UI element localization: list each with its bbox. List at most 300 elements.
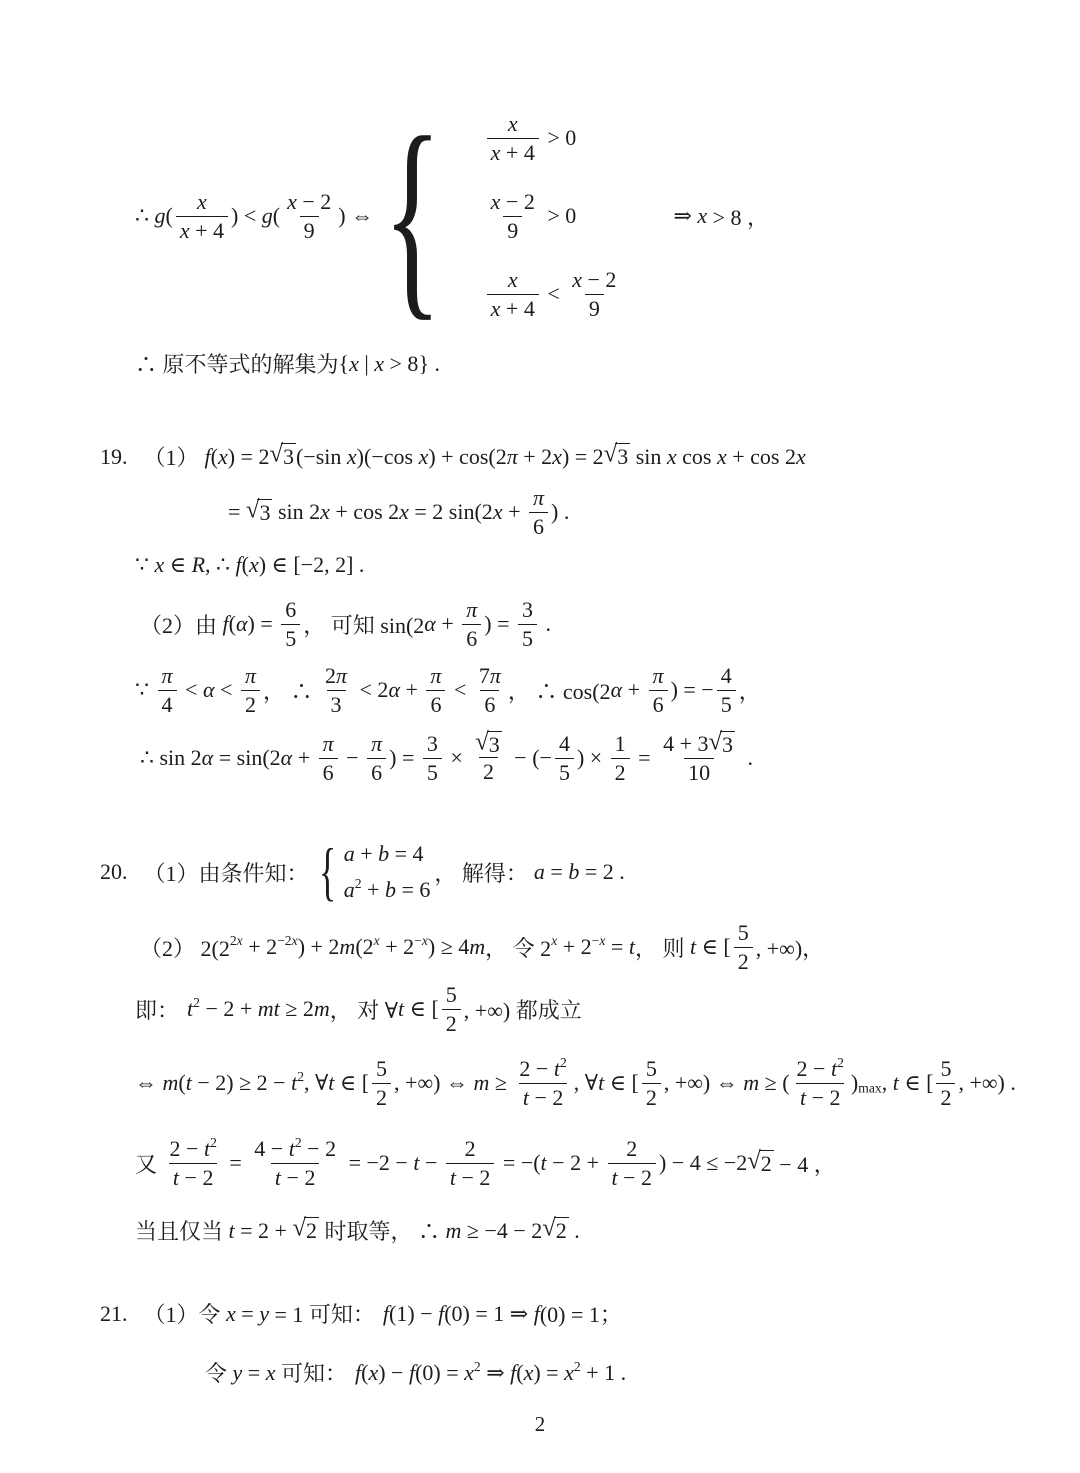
case-system xyxy=(382,91,624,339)
math-text: π xyxy=(506,443,518,469)
fraction xyxy=(372,1055,391,1111)
math-text: 2 xyxy=(760,1150,772,1176)
prob20-part2-substitute xyxy=(140,919,1080,975)
math-text: π xyxy=(335,663,348,688)
superscript xyxy=(551,933,557,949)
radical-sign-icon: √ xyxy=(708,728,723,756)
math-text: x xyxy=(564,1359,574,1385)
superscript xyxy=(560,1054,567,1071)
math-text: 5 xyxy=(376,1056,388,1081)
fraction xyxy=(487,266,539,322)
numerator xyxy=(283,188,335,216)
denominator xyxy=(372,1083,391,1112)
math-text: 当且仅当 xyxy=(135,1219,229,1244)
math-text: − 2) ≥ 2 − xyxy=(191,1070,292,1095)
denominator xyxy=(734,947,753,976)
math-text: 5 xyxy=(645,1056,657,1081)
math-text: 2 xyxy=(473,1358,481,1374)
fraction xyxy=(608,1135,657,1191)
denominator xyxy=(608,1163,657,1192)
math-text: > 8 xyxy=(384,350,419,376)
math-text: 2 xyxy=(464,1136,476,1161)
math-text: b xyxy=(378,841,390,866)
denominator xyxy=(327,690,346,719)
math-text: π xyxy=(466,597,478,622)
numerator xyxy=(622,1135,641,1163)
math-text: t xyxy=(228,1217,235,1243)
math-text: − 2 + xyxy=(546,1150,605,1175)
math-text: 4 xyxy=(558,731,570,756)
numerator xyxy=(936,1055,955,1083)
numerator xyxy=(321,662,351,690)
math-text: t xyxy=(274,1164,282,1190)
math-text: ( xyxy=(361,1359,369,1385)
math-text: 2 xyxy=(626,1136,638,1161)
case-row xyxy=(484,110,577,166)
math-text: π xyxy=(244,663,256,688)
math-text: = xyxy=(605,934,629,959)
math-text: + cos 2 xyxy=(726,443,796,469)
denominator xyxy=(518,624,537,653)
math-text: ) = 2 xyxy=(561,443,604,469)
math-text: t xyxy=(830,1056,838,1081)
math-text: x xyxy=(464,1359,474,1385)
denominator xyxy=(519,1083,568,1112)
math-text: (0) = 1； xyxy=(539,1302,622,1327)
denominator xyxy=(555,758,574,787)
math-text: 令 xyxy=(205,1361,233,1386)
superscript xyxy=(193,995,200,1011)
math-text: , +∞) ⇔ xyxy=(663,1070,744,1095)
math-text: . xyxy=(540,611,552,636)
math-text: = 2 . xyxy=(579,859,625,884)
math-text: t xyxy=(413,1150,420,1175)
math-text: f xyxy=(382,1300,390,1326)
math-text: 6 xyxy=(484,691,496,717)
fraction xyxy=(717,662,736,718)
prob19-part1-range xyxy=(135,552,1080,578)
math-text: ∵ xyxy=(135,552,155,577)
fraction xyxy=(446,1135,495,1191)
math-text: t xyxy=(689,934,697,959)
math-text: ) + 2 xyxy=(297,934,340,959)
math-text: 9 xyxy=(303,217,315,243)
math-text: − 2 xyxy=(582,267,617,292)
math-text: + 2 xyxy=(517,443,553,469)
math-text: x xyxy=(666,443,677,469)
math-text: t xyxy=(291,1070,298,1095)
math-text: = −2 − xyxy=(343,1150,414,1175)
fraction xyxy=(487,188,539,244)
math-text: − 2 xyxy=(500,189,535,214)
math-text: = 1 可知： xyxy=(268,1302,375,1327)
math-text: 2 − xyxy=(519,1056,554,1081)
math-text: t xyxy=(398,996,405,1021)
math-text: + xyxy=(622,677,646,702)
math-text: − (− xyxy=(508,745,552,770)
math-text: 3 xyxy=(330,691,342,717)
math-text: + xyxy=(502,499,526,524)
denominator xyxy=(300,216,319,245)
math-text: x xyxy=(374,350,385,376)
math-text: π xyxy=(652,663,664,688)
math-text: π xyxy=(161,663,173,688)
math-text: ) ∈ [−2, 2] . xyxy=(258,552,365,577)
math-text: x xyxy=(399,499,409,524)
fraction xyxy=(475,662,505,718)
math-text: 2 xyxy=(244,691,256,717)
fraction xyxy=(649,662,668,718)
math-text: = xyxy=(242,1359,266,1385)
math-text: 4 − xyxy=(254,1136,289,1161)
math-text: + xyxy=(400,677,424,702)
math-text: ≥ ( xyxy=(759,1070,790,1095)
denominator xyxy=(319,758,338,787)
page-footer xyxy=(0,1412,1080,1437)
radical-sign-icon: √ xyxy=(269,440,283,468)
math-text: x xyxy=(697,203,708,228)
math-text: 19. xyxy=(100,443,128,469)
math-text: = 6 xyxy=(395,877,431,902)
math-text: 3 xyxy=(722,731,734,757)
math-text: 2 xyxy=(837,1055,844,1071)
math-text: 5 xyxy=(426,759,438,785)
math-text: = 2 + xyxy=(234,1217,293,1243)
math-text: x xyxy=(421,932,428,948)
denominator xyxy=(169,1163,218,1192)
numerator xyxy=(462,596,481,624)
math-text: 5 xyxy=(720,691,732,717)
math-text: ) ⇔ xyxy=(338,203,379,228)
subscript xyxy=(858,1080,881,1096)
fraction xyxy=(283,188,335,244)
denominator xyxy=(796,1083,845,1112)
math-text: x xyxy=(716,443,727,469)
math-text: 6 xyxy=(322,759,334,785)
numerator xyxy=(649,662,668,690)
math-text: ， 对 ∀ xyxy=(329,997,399,1023)
fraction xyxy=(426,662,445,718)
math-text: 时取等， ∴ xyxy=(318,1219,446,1244)
math-text: + xyxy=(354,841,379,866)
math-text: + 4 xyxy=(500,139,535,165)
superscript xyxy=(295,1134,302,1151)
math-text: = 4 xyxy=(389,841,424,866)
math-text: α xyxy=(424,611,436,636)
math-text: ≥ 2 xyxy=(279,996,314,1021)
math-text: 5 xyxy=(558,759,570,785)
math-text: 可知： xyxy=(275,1361,347,1386)
math-text: ) − xyxy=(378,1359,409,1385)
math-text: − 2 xyxy=(528,1084,564,1110)
math-text: ≥ xyxy=(489,1070,513,1095)
math-text: 2 − xyxy=(169,1136,204,1161)
math-text: 2 xyxy=(559,1055,567,1071)
math-text: 2 xyxy=(737,948,749,974)
math-text: = xyxy=(223,1150,248,1175)
math-text: π xyxy=(430,663,442,688)
fraction xyxy=(515,1055,570,1111)
math-text: ( xyxy=(228,611,236,636)
numerator xyxy=(442,981,461,1009)
math-text: t xyxy=(553,1056,560,1081)
denominator xyxy=(487,294,539,323)
math-text: x xyxy=(154,552,165,577)
radical xyxy=(475,728,502,757)
denominator xyxy=(585,294,604,323)
math-text: } . xyxy=(418,350,440,376)
fraction xyxy=(158,662,177,718)
prob18-system xyxy=(135,91,1080,339)
math-text: 6 xyxy=(371,759,383,785)
math-text: = xyxy=(544,859,569,884)
radical xyxy=(542,1214,569,1244)
math-text: ( xyxy=(241,552,249,577)
fraction xyxy=(487,110,539,166)
math-text: x xyxy=(507,111,518,136)
math-text: g xyxy=(261,203,273,228)
math-text: , +∞) 都成立 xyxy=(463,997,582,1023)
math-text: f xyxy=(235,552,242,577)
math-text: α xyxy=(201,745,214,770)
math-text: ) = 2 xyxy=(227,443,270,469)
fraction xyxy=(250,1135,340,1191)
math-text: 2 xyxy=(573,1358,581,1374)
math-text: ) = xyxy=(247,611,279,636)
math-text: 3 xyxy=(259,499,271,525)
fraction xyxy=(734,919,753,975)
math-text: m xyxy=(473,1070,490,1095)
superscript xyxy=(210,1134,217,1151)
math-text: x xyxy=(291,932,298,948)
math-text: ， 则 xyxy=(634,935,690,961)
math-text: x xyxy=(349,350,359,376)
math-text: t xyxy=(892,1070,899,1095)
radical xyxy=(245,496,273,525)
math-text: 6 xyxy=(652,691,664,717)
numerator xyxy=(281,596,300,624)
math-text: t xyxy=(172,1164,180,1190)
math-text: < xyxy=(179,677,203,702)
left-brace-icon: { xyxy=(318,835,336,908)
math-text: ， 解得： xyxy=(434,860,528,886)
numerator xyxy=(241,662,260,690)
math-text: 6 xyxy=(285,597,297,622)
math-text: . xyxy=(742,745,754,770)
math-text: x xyxy=(599,932,606,948)
math-text: 5 xyxy=(522,625,534,651)
math-text: f xyxy=(438,1300,445,1326)
math-text: 2 xyxy=(294,1135,302,1151)
numerator xyxy=(319,730,338,758)
math-text: ) = xyxy=(533,1359,565,1385)
numerator xyxy=(193,188,211,216)
math-text: ) xyxy=(850,1070,859,1095)
numerator xyxy=(717,662,736,690)
math-text: （1）由条件知： xyxy=(143,860,309,886)
math-text: sin xyxy=(630,443,667,469)
math-text: b xyxy=(568,859,580,884)
math-text: 2 xyxy=(210,1135,217,1151)
math-text: ， xyxy=(738,678,761,704)
math-text: + xyxy=(435,611,460,636)
denominator xyxy=(529,512,548,541)
math-text: t xyxy=(328,1070,335,1095)
radical-sign-icon: √ xyxy=(542,1214,556,1242)
math-text: sin 2 xyxy=(272,499,321,524)
math-text: 2 xyxy=(305,1218,317,1244)
math-text: m xyxy=(313,996,330,1021)
case-row xyxy=(344,841,424,867)
denominator xyxy=(487,138,539,167)
math-text: x xyxy=(265,1359,276,1385)
math-text: 2 xyxy=(555,1218,567,1244)
radical-sign-icon: √ xyxy=(603,440,618,468)
math-text: ⇒ xyxy=(480,1359,511,1385)
fraction xyxy=(611,730,630,786)
math-text: + 4 xyxy=(500,295,535,321)
math-text: α xyxy=(610,677,623,702)
math-text: t xyxy=(799,1084,807,1110)
denominator xyxy=(176,216,228,245)
numerator xyxy=(659,730,739,758)
math-text: x xyxy=(320,499,330,524)
math-text: 3 xyxy=(522,597,534,622)
math-text: 5 xyxy=(285,625,297,651)
math-text: ) = xyxy=(484,611,516,636)
math-text: 7 xyxy=(478,663,490,688)
math-text: 2 xyxy=(940,1084,952,1110)
prob20-part1 xyxy=(100,835,1080,908)
math-text: = −( xyxy=(497,1150,541,1175)
superscript xyxy=(355,876,362,892)
math-text: a xyxy=(343,877,355,902)
math-text: ∴ xyxy=(135,203,155,228)
math-text: m xyxy=(469,934,486,959)
math-text: 6 xyxy=(533,513,545,539)
math-text: − xyxy=(591,932,600,948)
denominator xyxy=(423,758,442,787)
denominator xyxy=(462,624,481,653)
math-text: 又 xyxy=(135,1151,163,1177)
math-text: max xyxy=(858,1080,882,1096)
case-rows xyxy=(344,841,431,903)
math-text: x xyxy=(179,217,190,243)
math-text: = xyxy=(632,745,657,770)
math-text: α xyxy=(202,677,215,702)
math-text: 20. xyxy=(100,859,128,884)
math-text: , +∞) ⇔ xyxy=(394,1070,474,1095)
math-text: α xyxy=(388,677,400,702)
math-text: 2 xyxy=(483,758,495,784)
numerator xyxy=(611,730,630,758)
math-text: f xyxy=(204,443,211,469)
fraction xyxy=(529,484,548,540)
math-text: ) = xyxy=(389,745,420,770)
math-text: x xyxy=(795,443,806,469)
math-text: m xyxy=(743,1070,760,1095)
fraction xyxy=(423,730,442,786)
math-text: ∈ [ xyxy=(898,1070,934,1095)
math-text: , ∴ xyxy=(205,552,236,577)
math-text: 4 + 3 xyxy=(663,731,709,756)
math-text: t xyxy=(628,934,635,959)
denominator xyxy=(241,690,260,719)
math-text: t xyxy=(449,1164,456,1190)
math-text: 2 xyxy=(645,1084,657,1110)
numerator xyxy=(166,1135,221,1163)
math-text: ∈ xyxy=(164,552,192,577)
math-text: m xyxy=(339,934,356,959)
fraction xyxy=(367,730,386,786)
math-text: x xyxy=(248,552,259,577)
math-text: ) − 4 ≤ −2 xyxy=(659,1150,748,1175)
math-text: − 2 xyxy=(179,1164,214,1190)
math-text: x xyxy=(418,443,429,469)
math-text: > 0 xyxy=(541,203,577,228)
case-row xyxy=(484,266,624,322)
math-text: (1) − xyxy=(389,1300,439,1326)
math-text: π xyxy=(322,731,334,756)
radical-sign-icon: √ xyxy=(747,1147,761,1175)
numerator xyxy=(367,730,386,758)
math-text: f xyxy=(408,1359,416,1385)
math-text: + 1 . xyxy=(580,1359,627,1385)
math-text: 3 xyxy=(282,444,294,470)
math-text: ) × xyxy=(576,745,608,770)
radical xyxy=(269,440,296,470)
math-text: x xyxy=(368,1359,379,1385)
math-text: f xyxy=(533,1300,540,1326)
superscript xyxy=(374,933,380,949)
math-text: ∴ sin 2 xyxy=(140,745,202,770)
prob20-part2-conclusion xyxy=(135,1215,1080,1246)
radical xyxy=(603,440,631,470)
prob21-part1-line1 xyxy=(100,1298,1080,1329)
math-text: ∈ [ xyxy=(334,1070,370,1095)
math-text: t xyxy=(187,996,194,1021)
math-text: )(−cos xyxy=(356,443,419,469)
math-text: , ∀ xyxy=(573,1070,599,1095)
math-text: − 2 xyxy=(617,1164,653,1190)
fraction xyxy=(166,1135,221,1191)
math-text: x xyxy=(197,189,207,214)
prob19-part2-interval xyxy=(135,662,1080,718)
radical xyxy=(747,1147,774,1176)
prob19-part2-result xyxy=(140,730,1080,786)
math-text: + xyxy=(361,877,385,902)
math-text: − 2 xyxy=(281,1164,316,1190)
superscript xyxy=(574,1358,581,1374)
math-text: t xyxy=(185,1070,192,1095)
math-text: ∴ 原不等式的解集为 xyxy=(135,352,339,377)
prob20-part2-equiv xyxy=(135,1055,1080,1111)
left-brace-icon: { xyxy=(382,91,442,339)
radical-sign-icon: √ xyxy=(475,728,489,756)
math-text: = xyxy=(228,499,246,524)
math-text: x xyxy=(226,1300,236,1326)
denominator xyxy=(442,1009,461,1038)
math-text: f xyxy=(354,1359,362,1385)
math-text: ， ∴ cos(2 xyxy=(507,678,611,704)
math-text: t xyxy=(203,1136,211,1161)
math-text: 2 − xyxy=(796,1056,831,1081)
fraction xyxy=(518,596,537,652)
math-text: x xyxy=(490,295,501,321)
math-text: b xyxy=(384,877,396,902)
math-text: ∈ [ xyxy=(696,934,731,959)
denominator xyxy=(503,216,522,245)
